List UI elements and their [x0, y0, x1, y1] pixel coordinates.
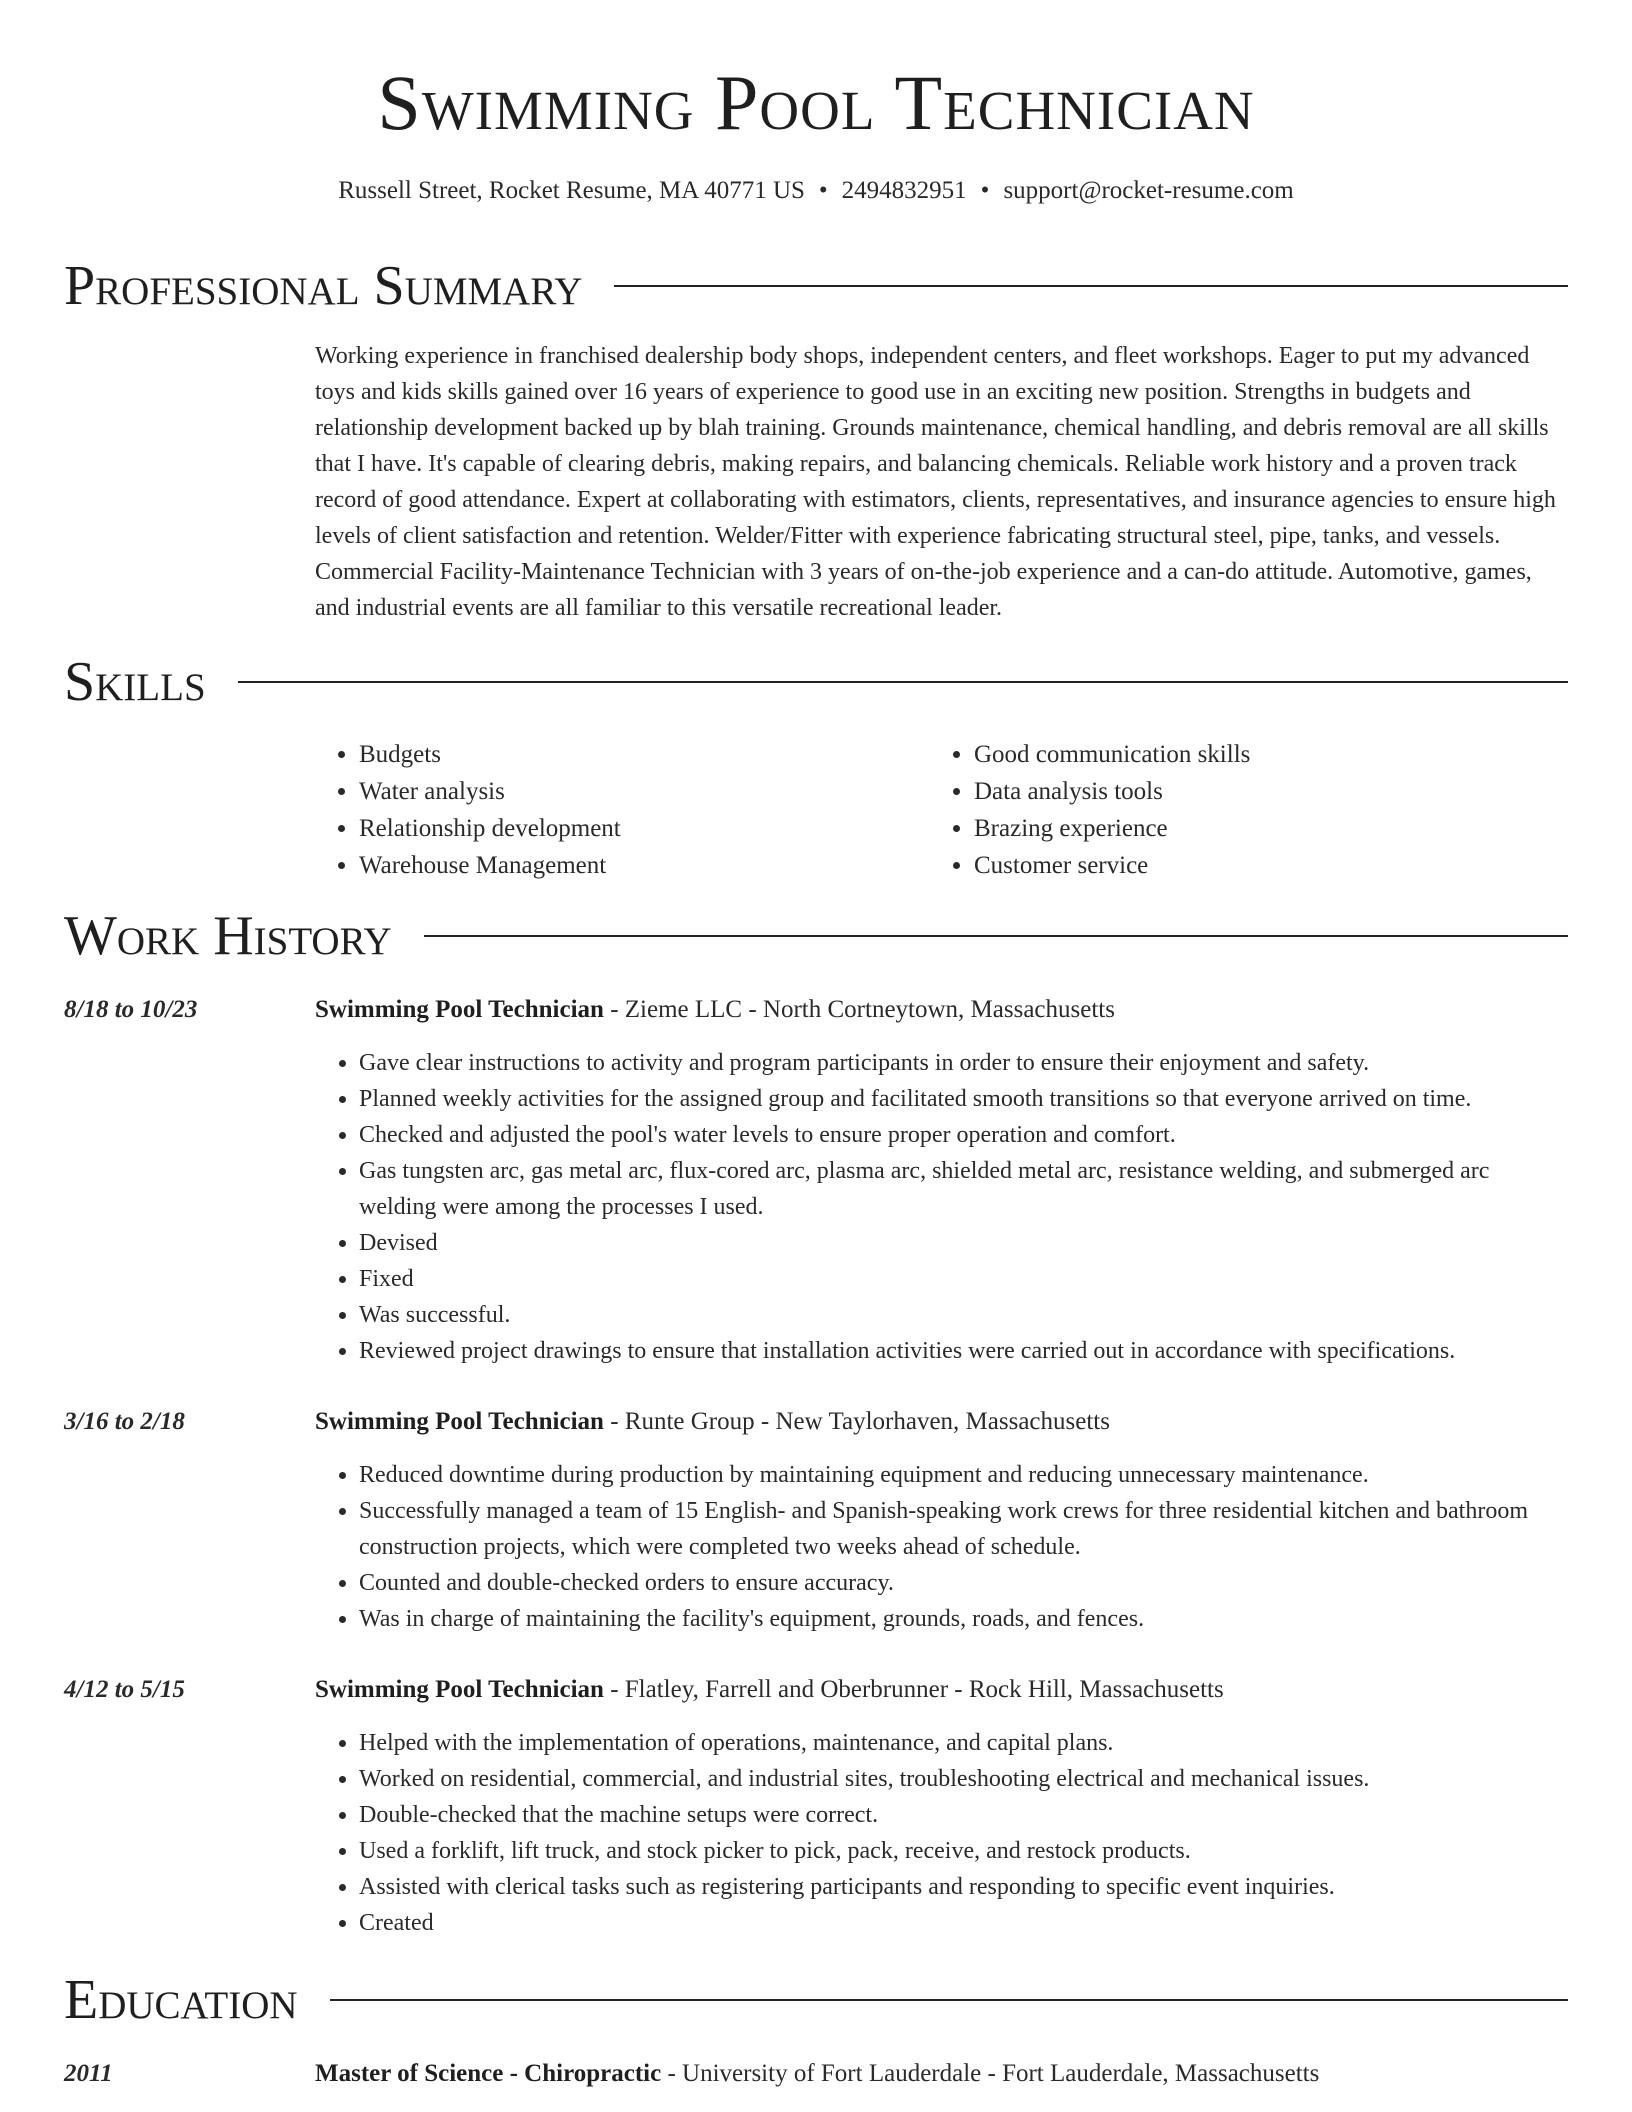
section-title-skills: Skills — [64, 651, 206, 713]
skill-item: • Budgets — [359, 736, 621, 773]
skill-item: • Data analysis tools — [974, 773, 1250, 810]
education-section-header — [64, 1968, 1568, 2032]
skills-list-right — [930, 736, 1250, 884]
education-degree: Master of Science - Chiropractic — [315, 2060, 662, 2087]
skill-item: • Warehouse Management — [359, 847, 621, 884]
job-heading — [315, 1405, 1568, 1439]
job-bullet: • Devised — [359, 1225, 1568, 1261]
job-bullet: • Used a forklift, lift truck, and stock picker to pick, pack, receive, and restock products. — [359, 1833, 1568, 1869]
job-dates: 4/12 to 5/15 — [64, 1676, 185, 1703]
skills-list-left — [315, 736, 621, 884]
skill-item: • Good communication skills — [974, 736, 1250, 773]
summary-section-header — [64, 254, 1568, 318]
education-year: 2011 — [64, 2060, 113, 2087]
section-title-summary: Professional Summary — [64, 255, 583, 317]
job-bullet: • Was in charge of maintaining the facility's equipment, grounds, roads, and fences. — [359, 1601, 1568, 1637]
job-dates: 8/18 to 10/23 — [64, 996, 198, 1023]
contact-phone: 2494832951 — [841, 177, 967, 204]
section-divider — [330, 1999, 1568, 2001]
job-bullet: • Counted and double-checked orders to ensure accuracy. — [359, 1565, 1568, 1601]
job-details: - Flatley, Farrell and Oberbrunner - Rock Hill, Massachusetts — [603, 1676, 1224, 1703]
section-divider — [424, 935, 1568, 937]
job-bullet-list — [315, 1457, 1568, 1637]
work-section-header — [64, 904, 1568, 968]
job-details: - Runte Group - New Taylorhaven, Massachusetts — [603, 1408, 1110, 1435]
job-bullet: • Double-checked that the machine setups were correct. — [359, 1797, 1568, 1833]
contact-address: Russell Street, Rocket Resume, MA 40771 US — [338, 177, 805, 204]
job-bullet: • Successfully managed a team of 15 English- and Spanish-speaking work crews for three residential kitchen and bathroom construction projects, which were completed two weeks ahead of schedule. — [359, 1493, 1568, 1565]
job-heading — [315, 993, 1568, 1027]
contact-separator: • — [818, 177, 828, 204]
job-heading — [315, 1673, 1568, 1707]
section-title-work: Work History — [64, 905, 392, 967]
education-heading — [315, 2057, 1568, 2091]
job-bullet: • Checked and adjusted the pool's water levels to ensure proper operation and comfort. — [359, 1117, 1568, 1153]
job-bullet: • Worked on residential, commercial, and industrial sites, troubleshooting electrical and mechanical issues. — [359, 1761, 1568, 1797]
job-bullet: • Created — [359, 1905, 1568, 1941]
job-bullet-list — [315, 1045, 1568, 1369]
job-details: - Zieme LLC - North Cortneytown, Massachusetts — [603, 996, 1115, 1023]
education-details: - University of Fort Lauderdale - Fort Lauderdale, Massachusetts — [661, 2060, 1320, 2087]
job-title: Swimming Pool Technician — [315, 1408, 604, 1435]
job-bullet: • Reduced downtime during production by maintaining equipment and reducing unnecessary maintenance. — [359, 1457, 1568, 1493]
job-bullet: • Fixed — [359, 1261, 1568, 1297]
job-title: Swimming Pool Technician — [315, 1676, 604, 1703]
summary-text: Working experience in franchised dealership body shops, independent centers, and fleet workshops. Eager to put my advanced toys and kids skills gained over 16 years of experience to good use in an exciting new position. Strengths in budgets and relationship development backed up by blah training. Grounds maintenance, chemical handling, and debris removal are all skills that I have. It's capable of clearing debris, making repairs, and balancing chemicals. Reliable work history and a proven track record of good attendance. Expert at collaborating with estimators, clients, representatives, and insurance agencies to ensure high levels of client satisfaction and retention. Welder/Fitter with experience fabricating structural steel, pipe, tanks, and vessels. Commercial Facility-Maintenance Technician with 3 years of on-the-job experience and a can-do attitude. Automotive, games, and industrial events are all familiar to this versatile recreational leader. — [315, 343, 1556, 621]
skills-section-header — [64, 650, 1568, 714]
skill-item: • Relationship development — [359, 810, 621, 847]
skill-item: • Customer service — [974, 847, 1250, 884]
job-bullet: • Assisted with clerical tasks such as registering participants and responding to specific event inquiries. — [359, 1869, 1568, 1905]
skill-item: • Brazing experience — [974, 810, 1250, 847]
section-divider — [614, 285, 1568, 287]
job-dates: 3/16 to 2/18 — [64, 1408, 185, 1435]
resume-name: Swimming Pool Technician — [377, 59, 1255, 146]
contact-separator: • — [980, 177, 990, 204]
job-title: Swimming Pool Technician — [315, 996, 604, 1023]
contact-line — [0, 174, 1632, 208]
skill-item: • Water analysis — [359, 773, 621, 810]
job-bullet: • Gave clear instructions to activity and program participants in order to ensure their enjoyment and safety. — [359, 1045, 1568, 1081]
job-bullet: • Helped with the implementation of operations, maintenance, and capital plans. — [359, 1725, 1568, 1761]
job-bullet: • Planned weekly activities for the assigned group and facilitated smooth transitions so that everyone arrived on time. — [359, 1081, 1568, 1117]
job-bullet: • Reviewed project drawings to ensure that installation activities were carried out in accordance with specifications. — [359, 1333, 1568, 1369]
job-bullet: • Was successful. — [359, 1297, 1568, 1333]
section-divider — [238, 681, 1568, 683]
job-bullet-list — [315, 1725, 1568, 1941]
contact-email: support@rocket-resume.com — [1003, 177, 1294, 204]
section-title-education: Education — [64, 1969, 298, 2031]
job-bullet: • Gas tungsten arc, gas metal arc, flux-cored arc, plasma arc, shielded metal arc, resistance welding, and submerged arc welding were among the processes I used. — [359, 1153, 1568, 1225]
